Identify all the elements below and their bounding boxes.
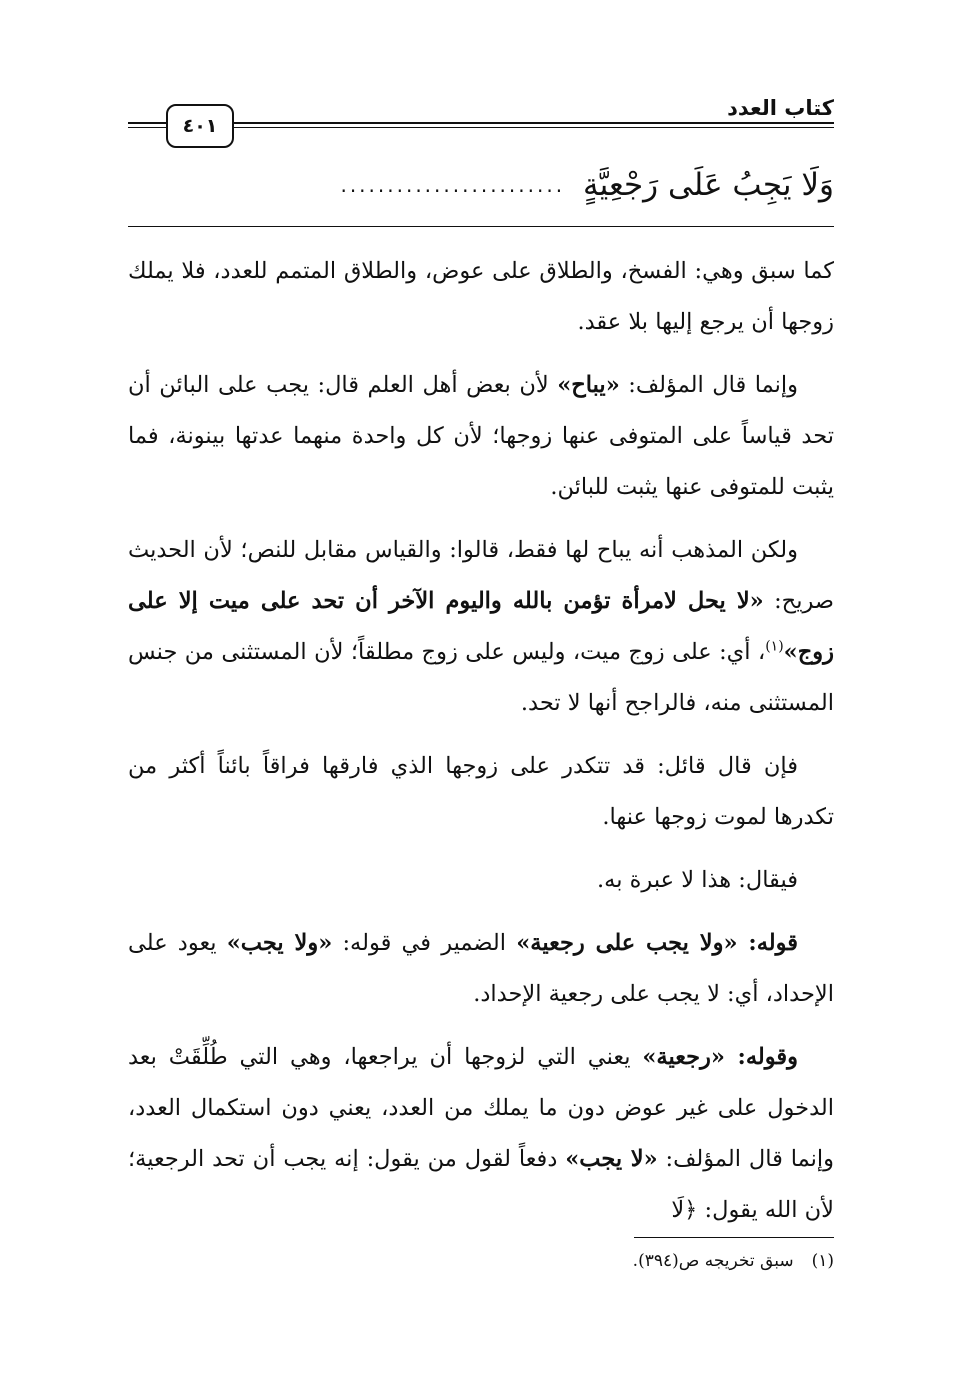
matn-line <box>128 160 834 210</box>
paragraph-4: فإن قال قائل: قد تتكدر على زوجها الذي فارقها فراقاً بائناً أكثر من تكدرها لموت زوجها عنها. <box>128 753 834 830</box>
header-rule-left <box>128 122 166 128</box>
paragraph-6-text-a: الضمير في قوله: <box>332 930 517 956</box>
paragraph-3-text-b: ، أي: على زوج ميت، وليس على زوج مطلقاً؛ لأن المستثنى من جنس المستثنى منه، فالراجح أنها لا تحد. <box>128 639 834 716</box>
paragraph-2-text-b: لأن بعض أهل العلم قال: يجب على البائن أن تحد قياساً على المتوفى عنها زوجها؛ لأن كل واحدة منهما عدتها بينونة، فما يثبت للمتوفى عنها يثبت للبائن. <box>128 372 834 500</box>
waqawluhu-label: وقوله: <box>724 1044 798 1070</box>
running-header-title: كتاب العدد <box>727 96 834 120</box>
footnote-marker: (١) <box>811 1251 834 1271</box>
paragraph-1: كما سبق وهي: الفسخ، والطلاق على عوض، والطلاق المتمم للعدد، فلا يملك زوجها أن يرجع إليها بلا عقد. <box>128 258 834 335</box>
hadith-quote: «لا يحل لامرأة تؤمن بالله واليوم الآخر أن تحد على ميت إلا على زوج» <box>128 588 834 665</box>
paragraph-2-text-a: وإنما قال المؤلف: <box>619 372 798 398</box>
paragraph-7 <box>128 1032 834 1236</box>
quoted-term-yubah: «يباح» <box>557 372 620 398</box>
quoted-term-la-yajib: «لا يجب» <box>565 1146 658 1172</box>
matn-divider <box>128 226 834 227</box>
quoted-term-rajiyya: «رجعية» <box>642 1044 725 1070</box>
footnote-divider <box>634 1237 834 1238</box>
matn-dots: ........................ <box>340 173 566 197</box>
paragraph-5: فيقال: هذا لا عبرة به. <box>597 867 798 893</box>
commentary-body <box>128 246 834 1248</box>
paragraph-2 <box>128 360 834 513</box>
paragraph-7-text-a: يعني التي لزوجها أن يراجعها، وهي التي طُلِّقَتْ بعد الدخول على غير عوض دون ما يملك من العدد، يعني دون استكمال العدد، وإنما قال المؤلف: <box>128 1044 835 1172</box>
page-number: ٤٠١ <box>166 104 234 148</box>
paragraph-6-text-b: يعود على الإحداد، أي: لا يجب على رجعية الإحداد. <box>128 930 834 1007</box>
qawluhu-label: قوله: <box>737 930 798 956</box>
footnote-reference: (١) <box>765 638 784 655</box>
paragraph-3 <box>128 525 834 729</box>
quoted-term-wala-yajib: «ولا يجب» <box>226 930 333 956</box>
paragraph-6 <box>128 918 834 1020</box>
paragraph-7-text-b: دفعاً لقول من يقول: إنه يجب أن تحد الرجعية؛ لأن الله يقول: ﴿لَا <box>128 1146 834 1223</box>
matn-text: وَلَا يَجِبُ عَلَى رَجْعِيَّةٍ <box>583 167 834 203</box>
header-rule <box>231 122 834 128</box>
paragraph-3-text-a: ولكن المذهب أنه يباح لها فقط، قالوا: والقياس مقابل للنص؛ لأن الحديث صريح: <box>128 537 834 614</box>
footnote <box>128 1244 834 1278</box>
footnote-text: سبق تخريجه ص(٣٩٤). <box>632 1251 794 1271</box>
matn-quote: «ولا يجب على رجعية» <box>516 930 738 956</box>
